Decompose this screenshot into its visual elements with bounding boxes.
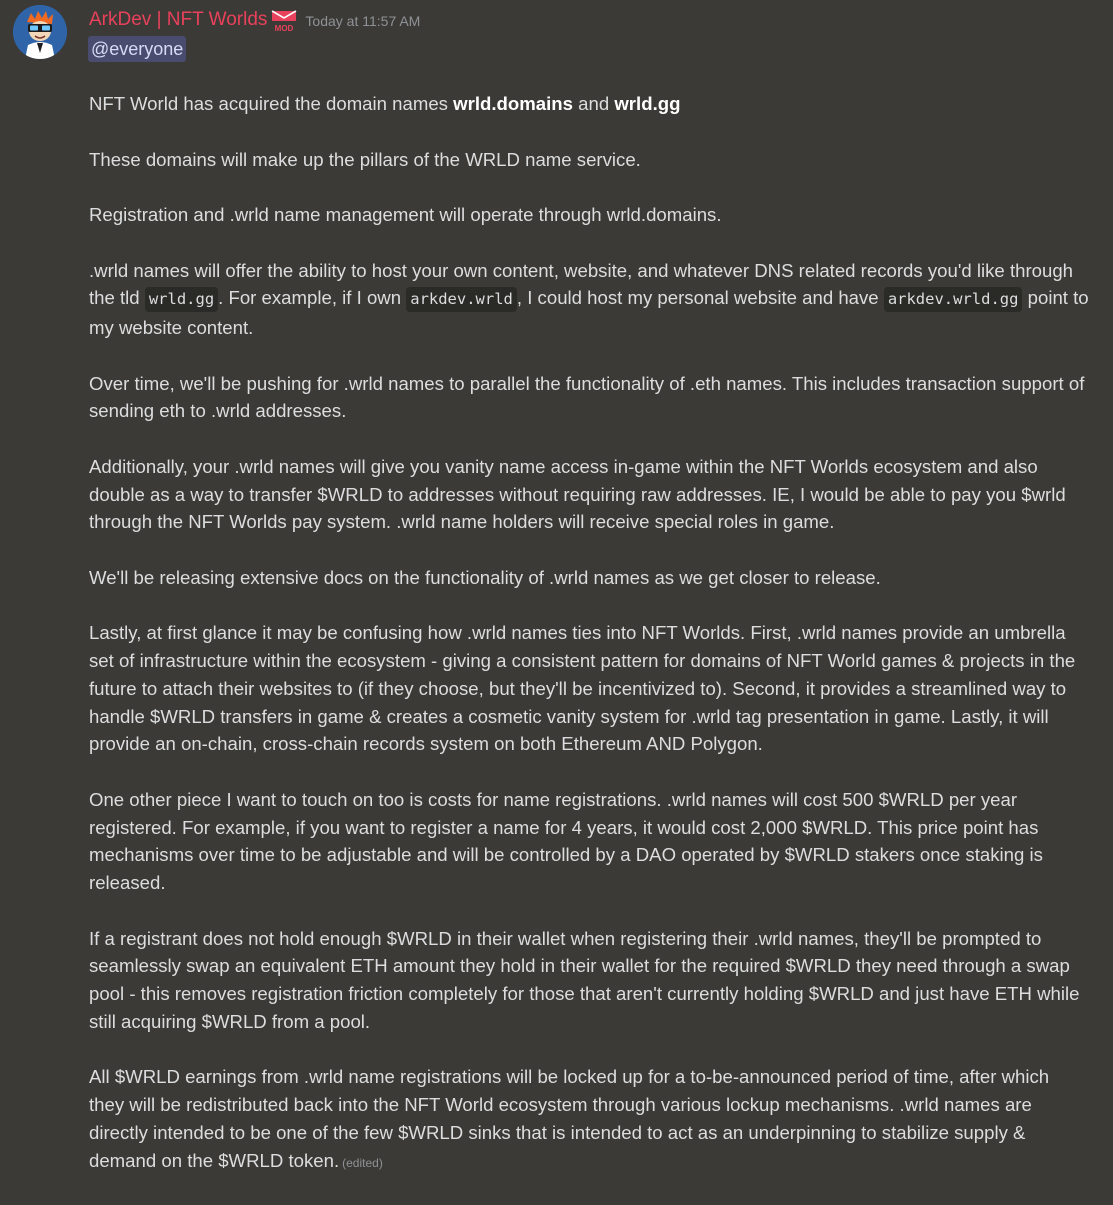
paragraph-8: Lastly, at first glance it may be confusing how .wrld names ties into NFT Worlds. First, .wrld names provide an umbrella set of infrastructure within the ecosystem - giving a consistent pattern for domains of NFT World games & projects in the future to attach their websites to (if they choose, but they'll be incentivized to). Second, it provides a streamlined way to handle $WRLD transfers in game & creates a cosmetic vanity system for .wrld tag presentation in game. Lastly, it will provide an on-chain, cross-chain records system on both Ethereum AND Polygon.: [89, 622, 1076, 755]
avatar-cartoon-icon: [13, 5, 67, 59]
paragraph-5: Over time, we'll be pushing for .wrld names to parallel the functionality of .eth names. This includes transaction support of sending eth to .wrld addresses.: [89, 372, 1085, 422]
mod-badge: [269, 6, 299, 34]
paragraph-1: [89, 90, 1089, 118]
paragraph-2: These domains will make up the pillars of the WRLD name service.: [89, 148, 641, 170]
text-span: . For example, if I own: [218, 287, 407, 309]
paragraph-7: We'll be releasing extensive docs on the functionality of .wrld names as we get closer to release.: [89, 566, 881, 588]
message-timestamp[interactable]: Today at 11:57 AM: [305, 13, 421, 29]
mod-badge-label: MOD: [275, 24, 294, 33]
edited-label: (edited): [342, 1155, 383, 1170]
text-span: All $WRLD earnings from .wrld name registrations will be locked up for a to-be-announced period of time, after which they will be redistributed back into the NFT World ecosystem through various lockup mechanisms. .wrld names are directly intended to be one of the few $WRLD sinks that is intended to act as an underpinning to stabilize supply & demand on the $WRLD token.: [89, 1066, 1050, 1171]
paragraph-6: Additionally, your .wrld names will give you vanity name access in-game within the NFT Worlds ecosystem and also double as a way to transfer $WRLD to addresses without requiring raw addresses. IE, I would be able to pay you $wrld through the NFT Worlds pay system. .wrld name holders will receive special roles in game.: [89, 455, 1066, 533]
mod-mail-icon: [269, 6, 299, 34]
text-span: and: [572, 93, 615, 114]
message-header: [89, 6, 420, 34]
paragraph-10: If a registrant does not hold enough $WRLD in their wallet when registering their .wrld names, they'll be prompted to seamlessly swap an equivalent ETH amount they hold in their wallet for the required $WRLD they need through a swap pool - this removes registration friction completely for those that aren't currently holding $WRLD and just have ETH while still acquiring $WRLD from a pool.: [89, 927, 1080, 1032]
text-span: , I could host my personal website and have: [516, 287, 884, 309]
inline-code: wrld.gg: [145, 287, 218, 312]
domain-wrld-domains: wrld.domains: [453, 93, 573, 114]
text-span: .wrld names will offer the ability to host your own content, website, and whatever DNS related records you'd like through the tld: [89, 259, 1074, 309]
inline-code: arkdev.wrld: [406, 287, 517, 312]
text-span: NFT World has acquired the domain names: [89, 93, 454, 114]
message-content: [89, 90, 1089, 1205]
paragraph-9: One other piece I want to touch on too is costs for name registrations. .wrld names will cost 500 $WRLD per year registered. For example, if you want to register a name for 4 years, it would cost 2,000 $WRLD. This price point has mechanisms over time to be adjustable and will be controlled by a DAO operated by $WRLD stakers once staking is released.: [89, 788, 1043, 893]
inline-code: arkdev.wrld.gg: [884, 287, 1023, 312]
paragraph-3: Registration and .wrld name management will operate through wrld.domains.: [89, 204, 722, 225]
everyone-mention[interactable]: @everyone: [88, 36, 186, 62]
paragraph-11: [89, 1063, 1089, 1177]
paragraph-4: [89, 257, 1089, 342]
domain-wrld-gg: wrld.gg: [614, 93, 681, 114]
username[interactable]: ArkDev | NFT Worlds: [89, 9, 268, 30]
text-span: point to my website content.: [89, 287, 1089, 338]
avatar[interactable]: [13, 5, 67, 59]
